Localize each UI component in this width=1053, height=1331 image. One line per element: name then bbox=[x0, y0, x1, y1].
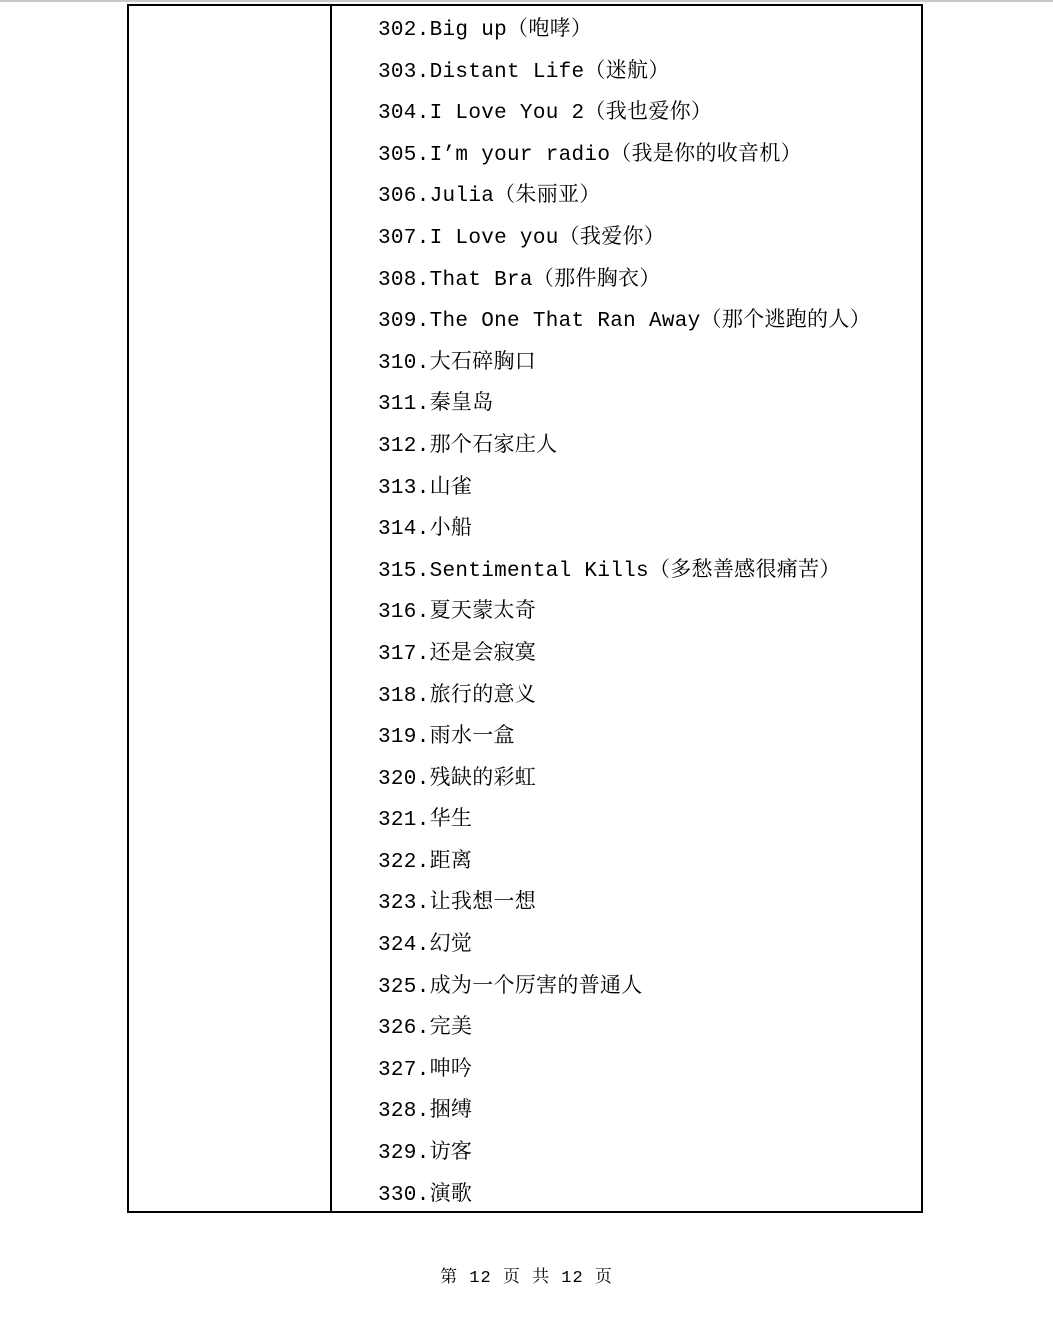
song-title: 夏天蒙太奇 bbox=[429, 601, 537, 625]
page-top-edge-divider bbox=[0, 0, 1053, 2]
song-title: 小船 bbox=[429, 518, 473, 542]
song-title: 演歌 bbox=[429, 1183, 473, 1207]
song-title: 大石碎胸口 bbox=[429, 351, 537, 375]
song-list-item bbox=[378, 176, 915, 218]
song-table bbox=[127, 4, 923, 1213]
song-title: 呻吟 bbox=[429, 1058, 473, 1082]
song-number: 322. bbox=[378, 850, 430, 874]
song-list-item bbox=[378, 93, 915, 135]
song-list-item bbox=[378, 883, 915, 925]
song-number: 308. bbox=[378, 268, 430, 292]
song-list-item bbox=[378, 468, 915, 510]
song-number: 325. bbox=[378, 975, 430, 999]
table-left-cell bbox=[129, 6, 332, 1211]
song-number: 313. bbox=[378, 476, 430, 500]
song-list-item bbox=[378, 1091, 915, 1133]
song-title: 华生 bbox=[429, 809, 473, 833]
song-list-item bbox=[378, 842, 915, 884]
song-list-item bbox=[378, 509, 915, 551]
song-title: Sentimental Kills（多愁善感很痛苦） bbox=[429, 559, 841, 583]
song-list-item bbox=[378, 426, 915, 468]
song-title: 残缺的彩虹 bbox=[429, 767, 537, 791]
song-title: Big up（咆哮） bbox=[429, 19, 593, 42]
song-list-item bbox=[378, 1008, 915, 1050]
song-title: 距离 bbox=[429, 850, 473, 874]
song-list-item bbox=[378, 717, 915, 759]
song-list-item bbox=[378, 1175, 915, 1217]
song-title: 旅行的意义 bbox=[429, 684, 537, 708]
song-title: 山雀 bbox=[429, 476, 473, 500]
song-title: 捆缚 bbox=[429, 1100, 473, 1124]
song-number: 317. bbox=[378, 642, 430, 666]
song-title: I Love you（我爱你） bbox=[429, 226, 666, 250]
song-title: Distant Life（迷航） bbox=[429, 60, 670, 84]
song-number: 315. bbox=[378, 559, 430, 583]
song-title: 雨水一盒 bbox=[429, 726, 515, 750]
song-number: 330. bbox=[378, 1183, 430, 1207]
song-title: That Bra（那件胸衣） bbox=[429, 268, 661, 292]
song-list-item bbox=[378, 260, 915, 302]
song-title: I Love You 2（我也爱你） bbox=[429, 102, 713, 126]
song-title: 秦皇岛 bbox=[429, 393, 494, 417]
song-number: 323. bbox=[378, 892, 430, 916]
table-right-cell bbox=[332, 6, 921, 1211]
song-number: 324. bbox=[378, 934, 430, 958]
song-list-item bbox=[378, 759, 915, 801]
song-list bbox=[378, 10, 915, 1216]
song-title: Julia（朱丽亚） bbox=[429, 185, 601, 209]
song-number: 327. bbox=[378, 1058, 430, 1082]
song-title: 完美 bbox=[429, 1017, 473, 1041]
song-number: 309. bbox=[378, 310, 430, 334]
song-list-item bbox=[378, 301, 915, 343]
song-number: 311. bbox=[378, 393, 430, 417]
song-list-item bbox=[378, 343, 915, 385]
song-title: 幻觉 bbox=[429, 934, 473, 958]
song-list-item bbox=[378, 218, 915, 260]
song-list-item bbox=[378, 1133, 915, 1175]
song-title: 那个石家庄人 bbox=[429, 434, 558, 458]
song-list-item bbox=[378, 800, 915, 842]
song-number: 326. bbox=[378, 1017, 430, 1041]
song-number: 312. bbox=[378, 434, 430, 458]
song-number: 302. bbox=[378, 19, 430, 42]
page-number-label: 第 12 页 共 12 页 bbox=[440, 1269, 613, 1288]
song-list-item bbox=[378, 52, 915, 94]
song-list-item bbox=[378, 384, 915, 426]
song-number: 319. bbox=[378, 726, 430, 750]
song-title: I’m your radio（我是你的收音机） bbox=[429, 143, 802, 167]
song-list-item bbox=[378, 10, 915, 52]
song-title: 还是会寂寞 bbox=[429, 642, 537, 666]
song-list-item bbox=[378, 551, 915, 593]
song-number: 305. bbox=[378, 143, 430, 167]
song-number: 321. bbox=[378, 809, 430, 833]
song-number: 328. bbox=[378, 1100, 430, 1124]
song-number: 318. bbox=[378, 684, 430, 708]
song-list-item bbox=[378, 592, 915, 634]
song-title: 访客 bbox=[429, 1142, 473, 1166]
song-number: 307. bbox=[378, 226, 430, 250]
song-title: The One That Ran Away（那个逃跑的人） bbox=[429, 310, 871, 334]
song-list-item bbox=[378, 967, 915, 1009]
song-number: 310. bbox=[378, 351, 430, 375]
song-number: 306. bbox=[378, 185, 430, 209]
song-number: 316. bbox=[378, 601, 430, 625]
song-list-item bbox=[378, 1050, 915, 1092]
song-number: 314. bbox=[378, 518, 430, 542]
song-title: 让我想一想 bbox=[429, 892, 537, 916]
song-number: 304. bbox=[378, 102, 430, 126]
page-footer bbox=[0, 1262, 1053, 1288]
song-list-item bbox=[378, 676, 915, 718]
song-list-item bbox=[378, 925, 915, 967]
song-number: 329. bbox=[378, 1142, 430, 1166]
song-title: 成为一个厉害的普通人 bbox=[429, 975, 643, 999]
song-number: 303. bbox=[378, 60, 430, 84]
song-number: 320. bbox=[378, 767, 430, 791]
song-list-item bbox=[378, 135, 915, 177]
song-list-item bbox=[378, 634, 915, 676]
